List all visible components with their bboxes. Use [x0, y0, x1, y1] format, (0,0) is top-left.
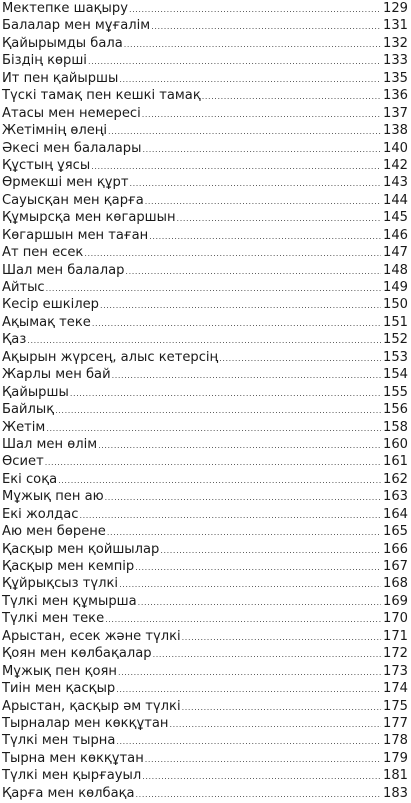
toc-entry-title: Кесір ешкілер	[2, 297, 99, 313]
toc-entry-page-number: 129	[383, 1, 408, 16]
toc-entry-page-number: 136	[383, 88, 408, 104]
toc-entry	[2, 715, 408, 732]
dot-leader	[119, 71, 381, 88]
toc-entry-title: Өрмекші мен құрт	[2, 175, 129, 191]
toc-entry-page-number: 154	[383, 367, 408, 383]
toc-entry-page-number: 170	[383, 611, 408, 627]
toc-entry	[2, 366, 408, 383]
toc-entry-page-number: 138	[383, 123, 408, 139]
toc-entry-title: Қоян мен көлбақалар	[2, 646, 152, 662]
toc-entry-page-number: 164	[383, 506, 408, 522]
toc-entry	[2, 471, 408, 488]
toc-entry-page-number: 178	[383, 733, 408, 749]
toc-entry-title: Арыстан, есек және түлкі	[2, 628, 181, 644]
dot-leader	[116, 733, 381, 750]
toc-entry	[2, 698, 408, 715]
toc-entry-title: Екі соқа	[2, 471, 58, 487]
toc-entry	[2, 384, 408, 401]
table-of-contents	[2, 0, 408, 802]
dot-leader	[138, 594, 381, 611]
toc-entry	[2, 732, 408, 749]
toc-entry-page-number: 175	[383, 698, 408, 714]
toc-entry-title: Екі жолдас	[2, 506, 79, 522]
toc-entry	[2, 593, 408, 610]
toc-entry	[2, 174, 408, 191]
toc-entry-title: Аю мен бөрене	[2, 524, 106, 540]
dot-leader	[142, 768, 381, 785]
toc-entry-page-number: 171	[383, 628, 408, 644]
dot-leader	[46, 280, 381, 297]
toc-entry-title: Қасқыр мен қойшылар	[2, 541, 160, 557]
toc-entry-title: Түлкі мен тырна	[2, 733, 116, 749]
toc-entry-title: Ақымақ теке	[2, 314, 91, 330]
dot-leader	[116, 681, 381, 698]
dot-leader	[58, 472, 381, 489]
toc-entry	[2, 419, 408, 436]
toc-entry-page-number: 162	[383, 471, 408, 487]
toc-entry	[2, 279, 408, 296]
toc-entry-page-number: 165	[383, 524, 408, 540]
toc-entry-title: Өсиет	[2, 454, 44, 470]
toc-entry-page-number: 146	[383, 227, 408, 243]
toc-entry	[2, 87, 408, 104]
toc-entry-title: Байлық	[2, 402, 55, 418]
toc-entry	[2, 105, 408, 122]
toc-entry-page-number: 140	[383, 140, 408, 156]
toc-entry	[2, 52, 408, 69]
toc-entry	[2, 349, 408, 366]
toc-entry	[2, 122, 408, 139]
dot-leader	[145, 751, 381, 768]
toc-entry-title: Мектепке шақыру	[2, 1, 128, 16]
toc-entry-page-number: 137	[383, 105, 408, 121]
toc-entry	[2, 401, 408, 418]
toc-entry-title: Түлкі мен қырғауыл	[2, 768, 142, 784]
toc-entry	[2, 436, 408, 453]
toc-entry-title: Қаз	[2, 332, 27, 348]
toc-entry	[2, 750, 408, 767]
toc-entry-page-number: 167	[383, 559, 408, 574]
dot-leader	[182, 629, 381, 646]
toc-entry-page-number: 155	[383, 384, 408, 400]
toc-entry-title: Атасы мен немересі	[2, 105, 141, 121]
toc-entry-title: Ит пен қайыршы	[2, 70, 119, 86]
toc-entry	[2, 506, 408, 523]
toc-entry	[2, 610, 408, 627]
dot-leader	[142, 141, 381, 158]
toc-entry-title: Тырналар мен көкқұтан	[2, 715, 169, 731]
toc-entry-page-number: 151	[383, 314, 408, 330]
dot-leader	[149, 228, 381, 245]
dot-leader	[153, 646, 381, 663]
dot-leader	[145, 193, 381, 210]
dot-leader	[142, 106, 381, 123]
dot-leader	[70, 385, 381, 402]
toc-entry	[2, 331, 408, 348]
toc-entry	[2, 0, 408, 17]
toc-entry	[2, 35, 408, 52]
dot-leader	[84, 245, 381, 262]
toc-entry-title: Қайырымды бала	[2, 35, 123, 51]
dot-leader	[124, 36, 381, 53]
dot-leader	[91, 158, 381, 175]
toc-entry-page-number: 131	[383, 18, 408, 34]
toc-entry-page-number: 145	[383, 210, 408, 226]
toc-entry-page-number: 168	[383, 576, 408, 592]
toc-entry	[2, 558, 408, 575]
dot-leader	[112, 367, 381, 384]
toc-entry	[2, 541, 408, 558]
dot-leader	[118, 664, 381, 681]
toc-entry-page-number: 177	[383, 715, 408, 731]
toc-entry-title: Жетімнің өлеңі	[2, 123, 108, 139]
toc-entry-title: Біздің көрші	[2, 53, 87, 69]
dot-leader	[92, 315, 381, 332]
dot-leader	[169, 716, 381, 733]
toc-entry-page-number: 161	[383, 454, 408, 470]
toc-entry-title: Балалар мен мұғалім	[2, 18, 151, 34]
toc-entry	[2, 244, 408, 261]
toc-entry	[2, 663, 408, 680]
toc-entry	[2, 192, 408, 209]
dot-leader	[45, 454, 381, 471]
toc-entry-title: Көгаршын мен таған	[2, 227, 149, 243]
toc-entry-page-number: 150	[383, 297, 408, 313]
toc-entry	[2, 628, 408, 645]
dot-leader	[151, 18, 381, 35]
dot-leader	[125, 263, 381, 280]
dot-leader	[27, 332, 381, 349]
toc-entry-title: Құмырсқа мен көгаршын	[2, 210, 176, 226]
toc-entry-title: Ақырын жүрсең, алыс кетерсің	[2, 349, 219, 365]
dot-leader	[98, 437, 381, 454]
toc-entry	[2, 645, 408, 662]
toc-entry-page-number: 132	[383, 35, 408, 51]
toc-entry	[2, 17, 408, 34]
dot-leader	[182, 699, 381, 716]
dot-leader	[79, 507, 381, 524]
dot-leader	[107, 524, 381, 541]
toc-entry-page-number: 174	[383, 681, 408, 697]
toc-entry	[2, 262, 408, 279]
toc-entry-page-number: 172	[383, 646, 408, 662]
toc-entry-page-number: 166	[383, 541, 408, 557]
toc-entry-title: Жарлы мен бай	[2, 367, 111, 383]
toc-entry-title: Шал мен өлім	[2, 436, 98, 452]
toc-entry-title: Түлкі мен теке	[2, 611, 105, 627]
toc-entry-title: Құстың ұясы	[2, 157, 91, 173]
toc-entry-page-number: 142	[383, 157, 408, 173]
toc-entry-title: Түскі тамақ пен кешкі тамақ	[2, 88, 201, 104]
toc-entry	[2, 523, 408, 540]
toc-entry	[2, 70, 408, 87]
toc-entry-title: Мұжық пен аю	[2, 489, 104, 505]
dot-leader	[108, 123, 381, 140]
toc-entry	[2, 680, 408, 697]
toc-entry-page-number: 153	[383, 349, 408, 365]
toc-entry-page-number: 173	[383, 663, 408, 679]
dot-leader	[105, 489, 381, 506]
dot-leader	[202, 88, 381, 105]
toc-entry-page-number: 158	[383, 419, 408, 435]
toc-entry-title: Сауысқан мен қарға	[2, 192, 144, 208]
toc-entry-page-number: 156	[383, 402, 408, 418]
dot-leader	[55, 402, 381, 419]
toc-entry	[2, 767, 408, 784]
toc-entry-page-number: 143	[383, 175, 408, 191]
dot-leader	[100, 297, 381, 314]
toc-entry	[2, 157, 408, 174]
toc-entry-title: Қайыршы	[2, 384, 69, 400]
toc-entry	[2, 575, 408, 592]
dot-leader	[177, 210, 381, 227]
toc-entry-page-number: 148	[383, 262, 408, 278]
toc-entry-page-number: 144	[383, 192, 408, 208]
dot-leader	[105, 611, 381, 628]
toc-entry-page-number: 183	[383, 785, 408, 801]
toc-entry-title: Түлкі мен құмырша	[2, 593, 137, 609]
toc-entry-page-number: 133	[383, 53, 408, 69]
toc-entry-title: Тырна мен көкқұтан	[2, 750, 144, 766]
dot-leader	[160, 542, 381, 559]
toc-entry-page-number: 181	[383, 768, 408, 784]
toc-entry-title: Ат пен есек	[2, 245, 84, 261]
toc-entry	[2, 140, 408, 157]
toc-entry-page-number: 135	[383, 70, 408, 86]
toc-entry	[2, 227, 408, 244]
toc-entry-title: Шал мен балалар	[2, 262, 125, 278]
dot-leader	[119, 576, 381, 593]
toc-entry-title: Арыстан, қасқыр әм түлкі	[2, 698, 181, 714]
toc-entry	[2, 296, 408, 313]
toc-entry-page-number: 147	[383, 245, 408, 261]
toc-entry-title: Мұжық пен қоян	[2, 663, 117, 679]
toc-entry	[2, 785, 408, 802]
toc-entry-title: Тиін мен қасқыр	[2, 681, 116, 697]
toc-entry-page-number: 160	[383, 436, 408, 452]
toc-entry-page-number: 169	[383, 593, 408, 609]
toc-entry-page-number: 163	[383, 489, 408, 505]
dot-leader	[135, 559, 381, 576]
toc-entry-title: Жетім	[2, 419, 46, 435]
toc-entry	[2, 488, 408, 505]
toc-entry	[2, 453, 408, 470]
toc-entry	[2, 209, 408, 226]
dot-leader	[130, 175, 382, 192]
dot-leader	[88, 53, 381, 70]
dot-leader	[136, 786, 381, 803]
toc-entry-title: Әкесі мен балалары	[2, 140, 142, 156]
toc-entry-title: Қарға мен көлбақа	[2, 785, 135, 801]
toc-entry-page-number: 179	[383, 750, 408, 766]
toc-entry-title: Қасқыр мен кемпір	[2, 559, 135, 574]
dot-leader	[46, 420, 381, 437]
toc-entry-title: Құйрықсыз түлкі	[2, 576, 119, 592]
toc-entry	[2, 314, 408, 331]
toc-entry-page-number: 152	[383, 332, 408, 348]
dot-leader	[129, 1, 381, 18]
toc-entry-title: Айтыс	[2, 280, 45, 295]
dot-leader	[219, 350, 381, 367]
toc-entry-page-number: 149	[383, 280, 408, 295]
